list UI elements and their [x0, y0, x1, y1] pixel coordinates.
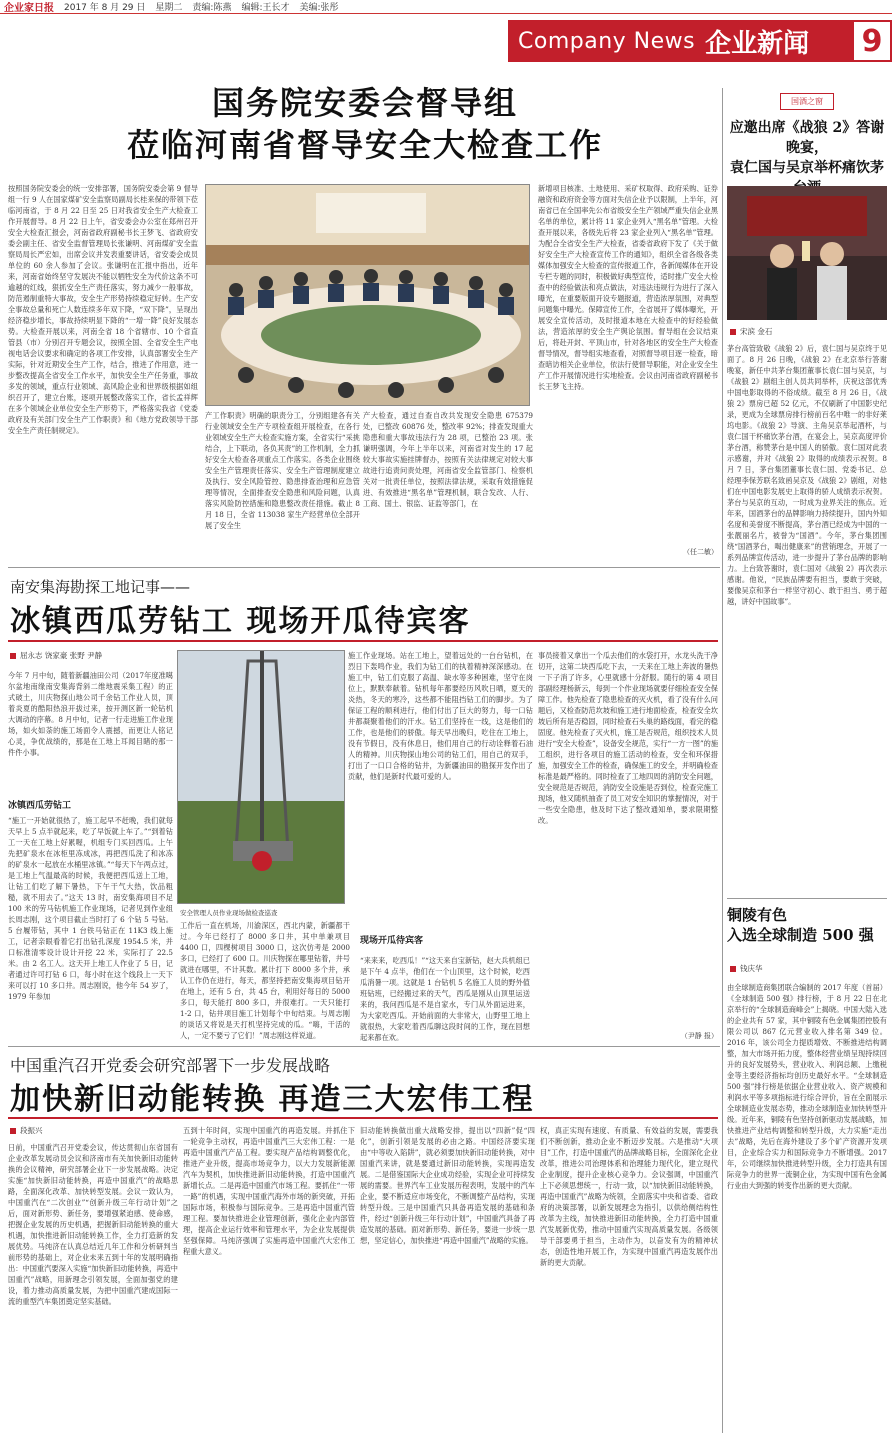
article2-title-rule [8, 640, 718, 642]
right-article1-title-line2: 袁仁国与吴京举杯痛饮茅 [730, 160, 884, 176]
section-name-en: Company News [518, 28, 696, 54]
byline-marker-icon [730, 966, 736, 972]
column-seal: 国酒之窗 [780, 93, 834, 110]
article1-headline [10, 82, 720, 166]
article1-body-col3: 产大检查，通过自查自改共发现安全隐患 675379 处，已整改 60876 处，整改率 92%；排查发现重大隐患和重大事故违法行为 28 项，已整治 23 项。张谦明强调，今年上半年以来，河南省对发生的 17 起较大事故实施挂牌督办，按照有关法律规定对较大事故进行追责问责处理，河南省安全监管部门、检察机关对一批责任单位，按照法律法规，采取有效措施促进、有效推进“黑名单”管理机制，联合发改、人行、工商、国土、银监、证监等部门，在 [363, 411, 533, 508]
right-article2-headline [727, 905, 887, 945]
article2-subhead1: 冰镇西瓜劳钻工 [8, 801, 72, 811]
right-article1-body: 茅台高管致敬《战狼 2》后，袁仁国与吴京终于见面了。8 月 26 日晚，《战狼 2》在北京举行答谢晚宴，新任中共茅台集团董事长袁仁国与吴京，与《战狼 2》剧组主创人员共同举杯，庆祝这部优秀中国电影取得的不俗成绩。截至 8 月 26 日，《战狼 2》票房已超 52 亿元，不仅刷新了中国影史纪录，更成为全球票房排行榜前百名中唯一的非好莱坞电影。《战狼 2》导演、主角吴京举起酒杯，与袁仁国干杯痛饮茅台酒，在宴会上，吴京高度评价茅台酒，称赞茅台是中国人的骄傲。袁仁国对此表示感谢，并对《战狼 2》取得的成绩表示祝贺。8 月 7 日，茅台集团董事长袁仁国、党委书记、总经理李保芳联名致函吴京及《战狼 2》剧组，对他们在中国电影发展史上取得的骄人成绩表示祝贺。茅台与吴京的互动，一时成为业界关注的焦点。近年来，国酒茅台的品牌影响力持续提升，国内外知名度和美誉度不断提高，茅台酒已经成为中国的一张靓丽名片，被誉为“国酒”。今年，茅台集团围绕“国酒茅台，喝出健康来”的营销理念，开展了一系列品牌宣传活动，进一步提升了茅台品牌的影响力。上台致答谢时，袁仁国对《战狼 2》再次表示感谢。他说，“民族品牌要有担当，要敢于突破，要像吴京和茅台一样坚守初心、敢于担当、勇于超越，讲好中国故事”。 [727, 344, 887, 606]
article2-authors: 屈永志 饶家豪 张野 尹静 [20, 651, 103, 660]
article2-body-col4: 事员接着又拿出一个瓜去他们的水袋打开，水龙头洗干净切开，这第二块西瓜吃下去，一天来在工地上奔波的暑热一下子消了许多，心里就感十分舒服。随行的第 4 项目部副经理杨新云，每到一个作业现场就要仔细检查安全保障工作。他先检查了隐患检查的灭火机，看了没有什么问题后，又检查防范坎坡和施工进行地面检查，检查安全坎坡后所有是否稳固，同时检查石头巢的路线面，看完的稳固度。他先检查了灭火机，施工是否规范，组织技术人员进行“安全大检查”，设备安全规范，实行“一方一图”的施工组织，进行各项目的施工活动的检查，安全和环保措施，加强安全工作的检查，确保施工的安全，并明确检查标准是最严格的。同时检查了工地四周的消防安全问题，安全规范是否规范，消防安全设施是否到位，检查完施工现场，他又随机抽查了员工对安全知识的掌握情况，对于一些安全隐患，他及时下达了整改通知单，要求限期整改。 [538, 651, 718, 825]
article3-body-col2: 五到十年时间，实现中国重汽的再造发展。并抓住下一轮竞争主动权，再造中国重汽三大宏伟工程：一是再造中国重汽产品工程。要实现产品结构调整优化，推进产业升级，提高市场竞争力，以大力发展新能源汽车为契机，加快推进新旧动能转换，打造中国重汽新增长点。二是再造中国重汽市场工程。要抓住“一带一路”的机遇，实现中国重汽海外市场的新突破，开拓国际市场，积极参与国际竞争。三是再造中国重汽管理工程。要加快推进企业管理创新，强化企业内部管理，提高企业运行效率和管理水平，为企业发展提供坚强保障。马纯济强调了实施再造中国重汽大宏伟工程重大意义。 [183, 1126, 355, 1256]
right-article2-byline [730, 963, 763, 974]
issue-date: 2017 年 8 月 29 日 [64, 3, 146, 13]
article2-body-col1b: “施工一开始就很热了，施工起早不赶晚，我们就每天早上 5 点半就起来，吃了早饭就上车了。”“到着钻工一天在工地上好累喔，机组专门买回西瓜。上午先把矿泉水在冰柜里冻成冰，再把西瓜洗了和冰冻的矿泉水一起放在水桶里冰镇。”“每天下午两点过，是工地上气温最高的时候，我便把西瓜送上工地，让钻工们吃了解下暑热，下午干气大热，饮品粗糙，就不用去了。”这天 13 时，南安集海项目不足 100 米的劳马钻机施工作业现场，记者见到作业组长周志刚，这个项目截止当时打了 6 个钻 5 号钻。5 台履带钻，其中 1 台铁马钻正在 11K3 线上施工，记者亲眼看着它打出钻孔深度 1954.5 米，并口标准清零设计设计开挖 22 米，实际打了 22.5 米。由 2 名工人。这天开上地工人作业了 5 日，记者通过许可打钻 6 口，每小时在这个线段上一天下来可以打 10 多口井。周志刚说，他今年 54 岁了，1979 年参加 [8, 816, 173, 1001]
issue-weekday: 星期二 [155, 3, 183, 13]
article1-body-col2: 产工作职责》明确的职责分工，分别组建各有关行业领域安全生产专项检查组开展检查，在各行业领域安全生产大检查实施方案，全省实行“采挑结合，上下联动，各负其责”的工作机制，全力抓好安全大检查各项重点工作落实。各类企业围绕安全生产管理责任落实、安全生产管理制度建立及执行、安全风险管控、隐患排查治理和应急管理等情况，全面排查安全隐患和风险问题，认真落实风险防控措施和隐患整改责任措施。截止 8 月 18 日，全省 113038 家生产经营单位全部开展了安全生 [205, 411, 360, 530]
article2-body-col3: “来来来，吃西瓜！”“这天来自宝新钻，赵大兵机组已是下午 4 点半，他们在一个山顶里，这个时候，吃西瓜消暑一项。这就是 1 台钻机 5 名施工人员的野外值班钻班，已经搬过来的天气，西瓜是刚从山顶里运送来的，我问西瓜是不是自家水，专门从外面运进来，为大家吃西瓜。开始前面的大非常大，山野里工地上就很热，大家吃着西瓜聊这段时间的工作，现在回想起来都在欢。 [360, 956, 530, 1042]
article2-title: 冰镇西瓜劳钻工 现场开瓜待宾客 [10, 604, 471, 639]
section-name-cn: 企业新闻 [705, 28, 810, 59]
article1-body-col1: 按照国务院安委会的统一安排部署，国务院安委会第 9 督导组一行 9 人在国家煤矿安全监察局副局长桂来保的带领下莅临河南省，于 8 月 22 日至 25 日对我省安全生产大检查工作开展督导。8 月 22 日上午，省安委会办公室在郑州召开安全大检查汇报会，河南省政府副秘书长王梦飞、省政府安委会副主任、省安全监督管理局长张谦明、河南煤矿安全监察局局长严宏如，出席会议并发表重要讲话，省安委会成员单位的 60 余人参加了会议。张谦明在汇报中指出，近年来，河南省始终坚守发展决不能以牺牲安全为代价这条不可逾越的红线，狠抓安全生产责任落实，努力减少一般事故，防范遏制重特大事故，安全生产形势持续稳定好转。生产安全事故总量和死亡人数连续多年双下降，“双下降”，呈现出经济稳步增长，事故持续明显下降的“一增一降”良好发展态势。大检查开展以来，河南全省 18 个省辖市、10 个省直管县（市）分别召开专题会议，按照全国、全省安全生产电视电话会议要求和确定的各项工作安排，认真部署安全生产实际，针对近期安全生产工作，结合，推进了作用意，进一步整改提高全省安全工作水平，加快安全生产任务重，事故多发的领域，重点行业领域、高风险企业和世界级根据如组织召开了，建立台账，逐项开展整改落实工作，省长孟祥辉在多个领域企业单位安全生产形势下，严格落实我省《党委政府及有关部门安全生产工作职责》和《地方党政领导干部安全生产责任制规定》。 [8, 184, 198, 435]
byline-marker-icon [10, 653, 16, 659]
article3-author: 段振兴 [20, 1126, 43, 1135]
article1-body-col4: 新增项目核准、土地使用、采矿权取得、政府采购、证券融资和政府资金等方面对失信企业予以限制，上半年，河南省已在全国率先公布省级安全生产领域严重失信企业黑名单的单位，累计将 11 家企业列入“黑名单”管理。大检查开展以来，各级先后将 23 家企业列入“黑名单”管理。为配合全省安全生产大检查，省委省政府下发了《关于做好安全生产大检查宣传工作的通知》，组织全省各级各类媒体加强安全大检查的宣传报道工作，各新闻媒体在开设专栏专题的同时，积极做好典型宣传，适时推广安全大检查中的经验做法和亮点做法，对违法违规行为进行了深入曝光，在重要版面开设专题报道，营造浓厚氛围，对典型问题集中曝光。保障宣传工作，全省展开了媒体曝光，开展安全宣传活动，及时报道本地在大检查中的好经验做法，营造浓厚的安全生产舆论氛围。督导组在会议结束后，将赴开封、平顶山市，针对各地区的安全生产大检查督导情况，督导组实地查看，对照督导项目逐一检查，暗查暗访相关企业单位，依法行使督导职能，对企业安全生产工作开展情况进行实地检查。会议由河南省政府副秘书长王梦飞主持。 [538, 184, 718, 391]
article3-kicker: 中国重汽召开党委会研究部署下一步发展战略 [10, 1056, 331, 1075]
banquet-photo-image [727, 186, 887, 320]
article3-title: 加快新旧动能转换 再造三大宏伟工程 [10, 1082, 535, 1117]
article2-subhead2: 现场开瓜待宾客 [360, 936, 424, 946]
layout-credit: 编辑:王长才 [241, 3, 290, 13]
article1-signoff: （任二敏） [683, 548, 718, 556]
right-article2-author: 钱庆华 [740, 964, 763, 973]
masthead-bar [0, 0, 892, 14]
article1-title-line2: 莅临河南省督导安全大检查工作 [126, 126, 603, 164]
byline-marker-icon [730, 329, 736, 335]
article3-title-rule [8, 1117, 718, 1119]
article1-title-line1: 国务院安委会督导组 [211, 84, 518, 122]
drilling-photo [177, 650, 345, 904]
right-article1-byline [730, 326, 772, 337]
drilling-photo-image [178, 651, 345, 904]
article3-byline [10, 1125, 43, 1136]
article2-signoff: （尹静 报） [680, 1032, 718, 1040]
article3-body-col4: 权，真正实现有速度、有质量、有效益的发展，需要我们不断创新，推动企业不断迈步发展。六是推动“大项目”工作，打造中国重汽的品牌战略目标，全面深化企业改革，推进公司治理体系和治理能力现代化，建立现代企业制度，提升企业核心竞争力。会议强调，中国重汽上下必须思想统一，行动一致，以“加快新旧动能转换，再造中国重汽”战略为统领，全面落实中央和省委、省政府的决策部署，以新发展理念为指引，以供给侧结构性改革为主线，加快推进新旧动能转换，全力打造中国重汽发展新优势，推动中国重汽实现高质量发展。各级领导干部要勇于担当，主动作为，以奋发有为的精神状态，创造性地开展工作，为实现中国重汽再造发展作出新的更大贡献。 [540, 1126, 718, 1267]
article3-body-col1: 日前，中国重汽召开党委会议，传达贯彻山东省国有企业改革发展动员会议和济南市有关加快新旧动能转换的会议精神，研究部署企业下一步发展战略。决定实施“加快新旧动能转换，再造中国重汽”的战略思路，全面深化改革、加快转型发展。会议一致认为，中国重汽在“二次创业”“创新升级三年行动计划”之后，面对新形势、新任务，要增强紧迫感、使命感，把握企业发展的历史机遇，把握新旧动能转换的重大机遇，加快推进新旧动能转换工作，全力打造新的发展优势。马纯济在认真总结近几年工作和分析研判当前形势的基础上，对企业未来五到十年的发展明确指出：中国重汽要深入实施“加快新旧动能转换，再造中国重汽”战略，用新理念引领发展，全面加强党的建设，着力推动高质量发展，为把中国重汽建成国际一流的重型汽车集团奠定坚实基础。 [8, 1143, 178, 1306]
section-banner [508, 20, 892, 62]
divider-article2 [8, 1046, 720, 1047]
article2-kicker: 南安集海勘探工地记事—— [10, 578, 191, 596]
article3-body-col3: 旧动能转换做出重大战略安排，提出以“四新”促“四化”，创新引领是发展的必由之路。中国经济要实现由“中等收入陷阱”，就必须要加快新旧动能转换，对中国重汽来讲，就是要通过新旧动能转换，实现再造发展。二是借鉴国际大企业成功经验，实现企业可持续发展的需要。世界汽车工业发展历程表明，发展中的汽车企业，要不断适应市场变化，不断调整产品结构，实现转型升级。三是中国重汽只具备再造发展的基础和条件，经过“创新升级三年行动计划”，中国重汽具备了再造发展的基础。面对新形势、新任务，要进一步统一思想，坚定信心，加快推进“再造中国重汽”战略的实施。 [360, 1126, 535, 1245]
paper-name: 企业家日报 [4, 3, 54, 14]
art-credit: 美编:张彤 [299, 3, 339, 13]
divider-right [727, 898, 887, 899]
article2-body-col2: 工作后一直在机场，川渝深区，西北内蒙，新疆都干过。今年已经打了 8000 多口井，其中单兼项目 4400 口，四棵树项目 3000 口，这次仿考是 2000 多口，已经打了 600 口。川庆物探在哪里钻着，井号就进在哪里，不计其数。累计打下 8000 多个井，承认工作仍在进行，每天，都坚持把南安集海项目钻开在地上，还有 5 台，共 45 台，利用好每日的 5000 多口，每天能打 800 多口，并很难打。一天只能打 1-2 口，钻井项目施工计划每个中旬结束。与周志刚的谈话又将说是天打机坚持完成的瓜。“嗨，干活的人，一定不要亏了它们！”周志刚这样说道。 [180, 921, 350, 1040]
editor-credit: 责编:陈燕 [192, 3, 232, 13]
right-article2-title-line1: 铜陵有色 [727, 906, 788, 924]
article2-body-col1: 今年 7 月中旬，随着新疆油田公司（2017年度准噶尔盆地南缘南安集海背斜二维地震采集工程）的正式破土，川庆物探山地公司千余钻工作业人员，顶着炎夏的酷阳热浪开拔过来，按开测区新一轮钻机大调动的序幕。8 月中旬，记者一行走进施工作业现场，如火如荼的施工场面令人震撼，而更让人铭记心灵，争优战绩的，那是在工地上耳闻目睹的那一件件小事。 [8, 671, 173, 757]
column-seal-box [727, 88, 887, 114]
right-column-divider [722, 88, 723, 1433]
right-article2-body: 由全球制造商集团联合编制的 2017 年度（首届）《全球制造 500 强》排行榜，于 8 月 22 日在北京举行的“全球制造商峰会”上揭晓。中国大陆入选的企业共有 57 家，其中铜陵有色金属集团控股有限公司以 867 亿元营业收入排名第 349 位。2016 年，该公司全力提质增效、不断推进结构调整，加大市场开拓力度，整体经营业绩呈现持续回升的良好发展势头，营业收入、利润总额、上缴税金等主要经济指标均创历史最好水平。“全球制造 500 强”排行榜是依据企业营业收入、资产规模和利润水平等多项指标进行综合评价，旨在全面展示全球制造业发展态势，推动全球制造业加快转型升级。近年来，铜陵有色坚持创新驱动发展战略，加快推进产业结构调整和转型升级，大力实施“走出去”战略，先后在海外建设了多个矿产资源开发项目，企业综合实力和国际竞争力不断增强。2017 年，公司继续加快推进转型升级，全力打造具有国际竞争力的世界一流铜企业，为实现中国有色金属行业由大到强的转变作出新的更大贡献。 [727, 983, 887, 1190]
right-article1-author: 宋滨 金石 [740, 327, 773, 336]
drilling-photo-caption: 安全管理人员作业现场做检查巡查 [180, 909, 278, 917]
article2-body-col5: 施工作业现场。站在工地上，望着远处的一台台钻机，在烈日下轰鸣作业，我们为钻工们的执着精神深深感动。在施工中，钻工们克服了高温、缺水等多种困难，坚守在岗位上，默默奉献着。钻机每年都要经历风吹日晒，夏天的炎热，冬天的寒冷，这些都不能阻挡钻工们的脚步。为了保证工程的顺利进行，他们付出了巨大的努力，每一口钻井都凝聚着他们的汗水。钻工们坚持在一线，这是他们的工作，也是他们的骄傲。每天早出晚归，吃住在工地上，没有节假日，没有休息日，他们用自己的行动诠释着石油人的精神。川庆物探山地公司的钻工们，用自己的双手，打出了一口口合格的钻井，为新疆油田的勘探开发作出了贡献，他们是新时代最可爱的人。 [348, 651, 533, 781]
divider-article1 [8, 567, 720, 568]
page-number: 9 [852, 20, 892, 62]
meeting-photo [205, 184, 530, 406]
article2-byline [10, 650, 102, 661]
banquet-photo [727, 186, 887, 320]
right-article2-title-line2: 入选全球制造 500 强 [727, 926, 874, 944]
byline-marker-icon [10, 1128, 16, 1134]
meeting-photo-image [206, 185, 530, 406]
right-article1-title-line1: 应邀出席《战狼 2》答谢晚宴， [729, 120, 885, 156]
